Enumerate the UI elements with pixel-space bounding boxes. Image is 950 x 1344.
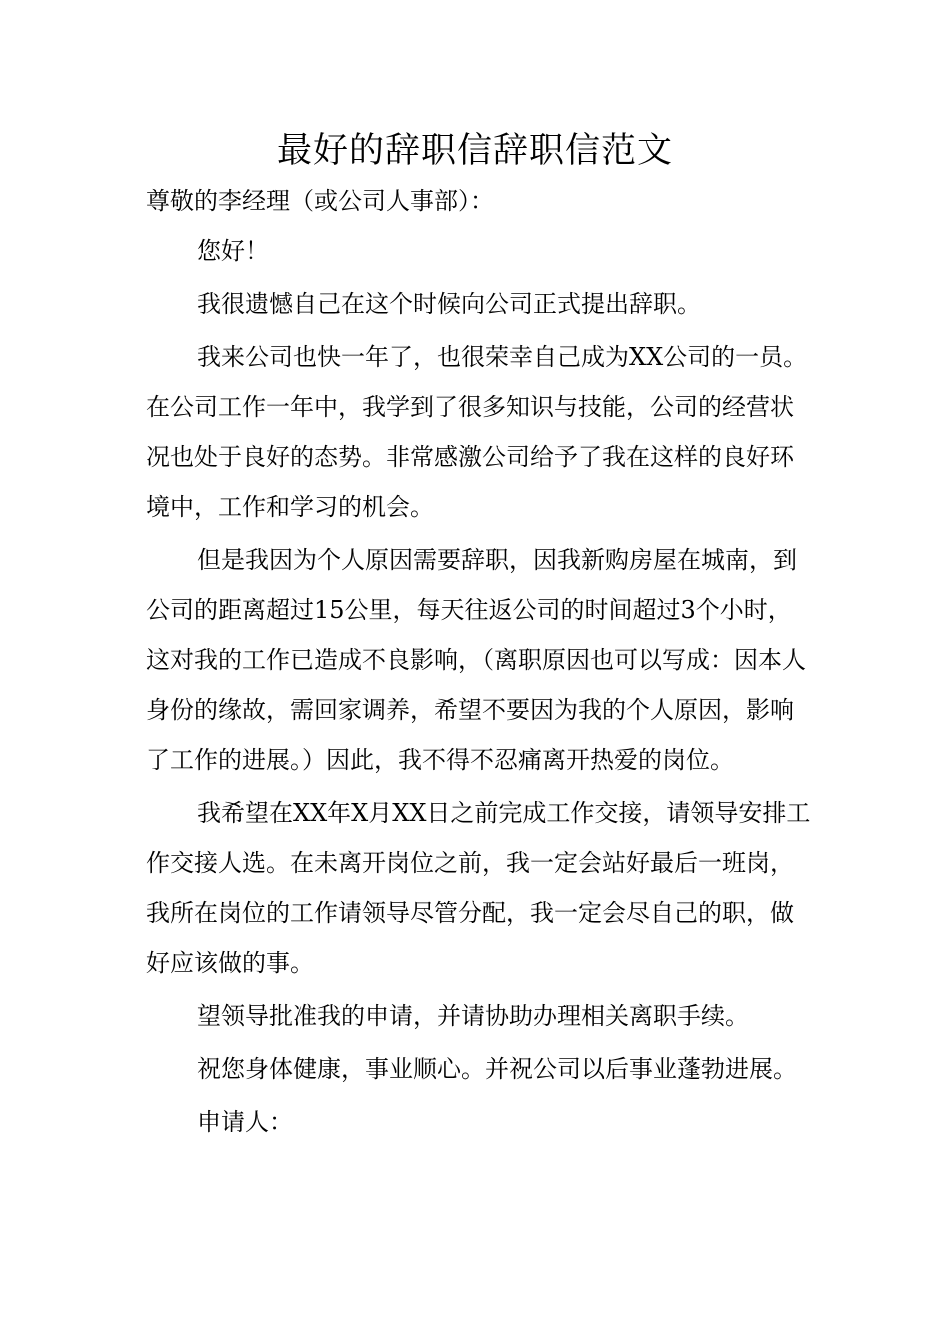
letter-body <box>146 176 811 1147</box>
request-paragraph: 望领导批准我的申请，并请协助办理相关离职手续。 <box>197 1002 749 1030</box>
salutation: 尊敬的李经理（或公司人事部）： <box>146 187 494 215</box>
experience-paragraph: 我来公司也快一年了，也很荣幸自己成为XX公司的一员。在公司工作一年中，我学到了很多知识与技能，公司的经营状况也处于良好的态势。非常感激公司给予了我在这样的良好环境中，工作和学习的机会。 <box>146 343 808 521</box>
wishes-paragraph: 祝您身体健康，事业顺心。并祝公司以后事业蓬勃进展。 <box>197 1055 797 1083</box>
applicant-label: 申请人： <box>197 1108 293 1136</box>
greeting-paragraph: 您好！ <box>197 237 269 265</box>
handover-paragraph: 我希望在XX年X月XX日之前完成工作交接，请领导安排工作交接人选。在未离开岗位之前，我一定会站好最后一班岗，我所在岗位的工作请领导尽管分配，我一定会尽自己的职，做好应该做的事。 <box>146 799 811 977</box>
document-title: 最好的辞职信辞职信范文 <box>276 131 673 171</box>
reason-paragraph: 但是我因为个人原因需要辞职，因我新购房屋在城南，到公司的距离超过15公里，每天往返公司的时间超过3个小时，这对我的工作已造成不良影响，（离职原因也可以写成：因本人身份的缘故，需回家调养，希望不要因为我的个人原因，影响了工作的进展。）因此，我不得不忍痛离开热爱的岗位。 <box>146 546 806 774</box>
intro-paragraph: 我很遗憾自己在这个时候向公司正式提出辞职。 <box>197 290 701 318</box>
